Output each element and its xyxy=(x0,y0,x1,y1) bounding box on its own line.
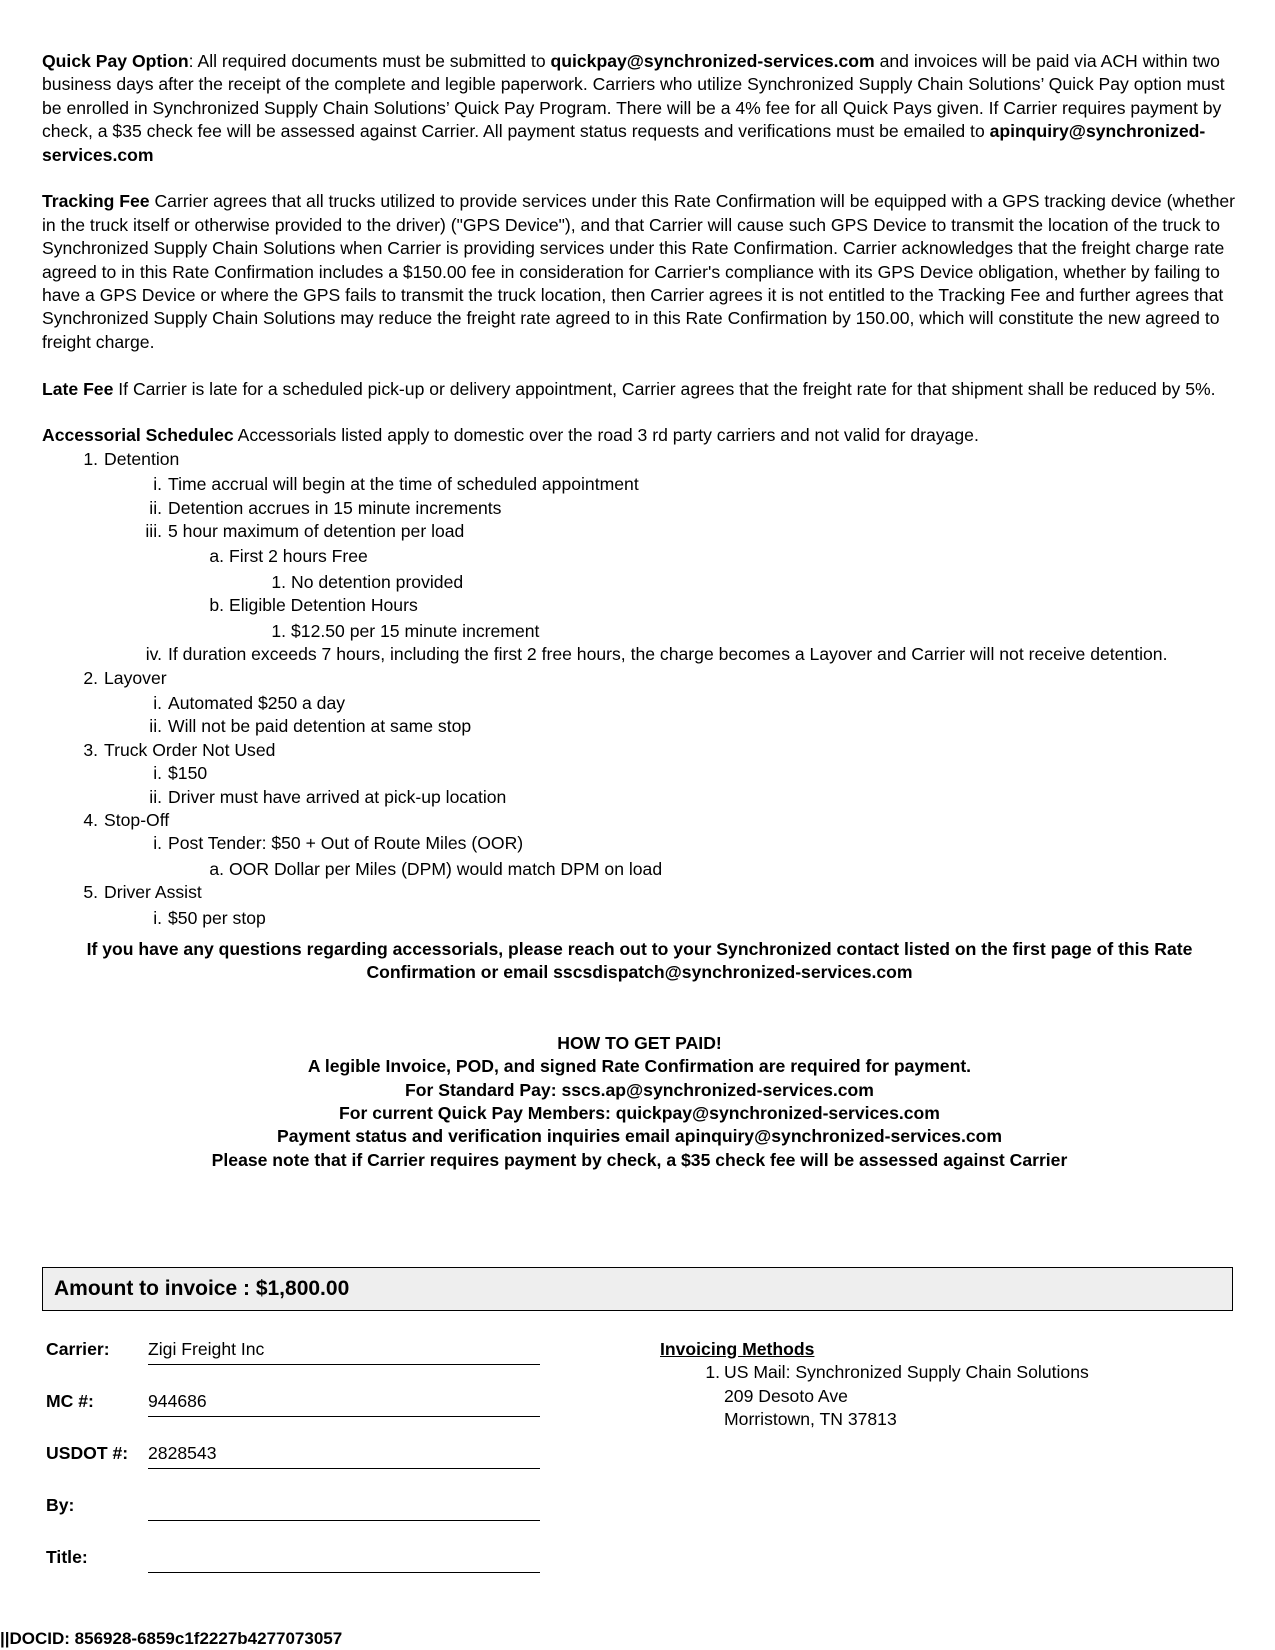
title-signature-line xyxy=(148,1546,540,1573)
mc-label: MC #: xyxy=(46,1391,94,1411)
tracking-fee-label: Tracking Fee xyxy=(42,191,150,212)
list-item: 2. Layover xyxy=(83,667,167,688)
list-item: 1. Detention xyxy=(83,448,180,469)
accessorial-label: Accessorial Schedulec xyxy=(42,425,234,446)
list-item: i. $50 per stop xyxy=(153,907,266,928)
title-field xyxy=(46,1546,540,1576)
invoicing-methods xyxy=(660,1338,1160,1432)
late-fee-paragraph xyxy=(42,378,1242,401)
late-fee-label: Late Fee xyxy=(42,378,114,399)
by-label: By: xyxy=(46,1495,75,1515)
list-item: i. Automated $250 a day xyxy=(153,692,346,713)
amount-to-invoice-box: Amount to invoice : $1,800.00 xyxy=(42,1267,1233,1311)
document-body xyxy=(42,50,1242,1172)
mail-line: 209 Desoto Ave xyxy=(724,1385,848,1406)
quick-pay-text-2: and invoices will be paid via ACH within two business days after the receipt of the complete and legible paperwork. Carriers who utilize Synchronized Supply Chain Solutions’ Quick Pay option must be enrolled in Synchronized Supply Chain Solutions’ Quick Pay Program. There will be a 4% fee for all Quick Pays given. If Carrier requires payment by check, a $35 check fee will be assessed against Carrier. All payment status requests and verifications must be emailed to xyxy=(42,51,1225,142)
list-item: 3. Truck Order Not Used xyxy=(83,739,276,760)
quick-pay-text-1: : All required documents must be submitted to xyxy=(188,51,551,71)
list-item: 4. Stop-Off xyxy=(83,809,170,830)
how-to-get-paid-line: Payment status and verification inquiries email apinquiry@synchronized-services.com xyxy=(276,1126,1003,1147)
how-to-get-paid xyxy=(42,1032,1237,1172)
how-to-get-paid-line: For current Quick Pay Members: quickpay@synchronized-services.com xyxy=(339,1103,940,1124)
list-item: a. OOR Dollar per Miles (DPM) would match DPM on load xyxy=(209,858,663,879)
list-item: ii. Detention accrues in 15 minute increments xyxy=(149,497,502,518)
accessorial-paragraph xyxy=(42,424,1242,447)
carrier-value: Zigi Freight Inc xyxy=(148,1338,540,1365)
usdot-field xyxy=(46,1442,540,1472)
list-item: iv. If duration exceeds 7 hours, including the first 2 free hours, the charge becomes a Layover and Carrier will not receive detention. xyxy=(145,644,1168,665)
how-to-get-paid-line: Please note that if Carrier requires payment by check, a $35 check fee will be assessed against Carrier xyxy=(211,1149,1068,1170)
usdot-value: 2828543 xyxy=(148,1442,540,1469)
accessorial-list xyxy=(42,448,1242,930)
document-id: ||DOCID: 856928-6859c1f2227b4277073057 xyxy=(0,1629,343,1648)
list-item: i. Post Tender: $50 + Out of Route Miles (OOR) xyxy=(153,833,524,854)
how-to-get-paid-line: A legible Invoice, POD, and signed Rate Confirmation are required for payment. xyxy=(307,1056,972,1077)
mail-line: Morristown, TN 37813 xyxy=(724,1409,897,1430)
how-to-get-paid-title: HOW TO GET PAID! xyxy=(557,1032,722,1053)
how-to-get-paid-line: For Standard Pay: sscs.ap@synchronized-services.com xyxy=(405,1079,874,1100)
accessorial-text: Accessorials listed apply to domestic over the road 3 rd party carriers and not valid for drayage. xyxy=(233,425,979,446)
mail-line: US Mail: Synchronized Supply Chain Solutions xyxy=(724,1362,1089,1383)
title-label: Title: xyxy=(46,1547,88,1567)
list-item: ii. Driver must have arrived at pick-up location xyxy=(149,786,507,807)
quick-pay-label: Quick Pay Option xyxy=(42,51,189,71)
invoicing-method-mail: 1. US Mail: Synchronized Supply Chain Solutions 209 Desoto Ave Morristown, TN 37813 xyxy=(660,1361,1160,1431)
list-item: b. Eligible Detention Hours xyxy=(209,595,418,616)
list-item: i. $150 xyxy=(153,763,208,784)
mc-value: 944686 xyxy=(148,1390,540,1417)
list-item: 1. No detention provided xyxy=(271,571,464,592)
list-item: i. Time accrual will begin at the time of scheduled appointment xyxy=(153,474,639,495)
questions-note: If you have any questions regarding accessorials, please reach out to your Synchronized contact listed on the first page of this Rate Confirmation or email sscsdispatch@synchronized-services.com xyxy=(86,938,1193,983)
late-fee-text: If Carrier is late for a scheduled pick-up or delivery appointment, Carrier agrees that the freight rate for that shipment shall be reduced by 5%. xyxy=(113,378,1216,399)
tracking-fee-paragraph xyxy=(42,190,1242,354)
quick-pay-email: quickpay@synchronized-services.com xyxy=(550,51,875,71)
list-item: 5. Driver Assist xyxy=(83,882,202,903)
list-item: a. First 2 hours Free xyxy=(209,546,368,567)
mc-field xyxy=(46,1390,540,1420)
by-field xyxy=(46,1494,540,1524)
by-signature-line xyxy=(148,1494,540,1521)
list-item: iii. 5 hour maximum of detention per load xyxy=(145,521,465,542)
carrier-field xyxy=(46,1338,540,1368)
list-item: ii. Will not be paid detention at same stop xyxy=(149,716,472,737)
carrier-label: Carrier: xyxy=(46,1339,110,1359)
usdot-label: USDOT #: xyxy=(46,1443,129,1463)
list-item: 1. $12.50 per 15 minute increment xyxy=(271,620,540,641)
tracking-fee-text: Carrier agrees that all trucks utilized to provide services under this Rate Confirmation will be equipped with a GPS tracking device (whether in the truck itself or otherwise provided to the driver) ("GPS Device"), and that Carrier will cause such GPS Device to transmit the location of the truck to Synchronized Supply Chain Solutions when Carrier is providing services under this Rate Confirmation. Carrier acknowledges that the freight charge rate agreed to in this Rate Confirmation includes a $150.00 fee in consideration for Carrier's compliance with its GPS Device obligation, whether by failing to have a GPS Device or where the GPS fails to transmit the truck location, then Carrier agrees it is not entitled to the Tracking Fee and further agrees that Synchronized Supply Chain Solutions may reduce the freight rate agreed to in this Rate Confirmation by 150.00, which will constitute the new agreed to freight charge. xyxy=(42,191,1236,352)
quick-pay-paragraph xyxy=(42,50,1242,167)
invoicing-methods-title: Invoicing Methods xyxy=(660,1339,815,1359)
apinquiry-email: apinquiry@synchronized-services.com xyxy=(42,121,1206,165)
